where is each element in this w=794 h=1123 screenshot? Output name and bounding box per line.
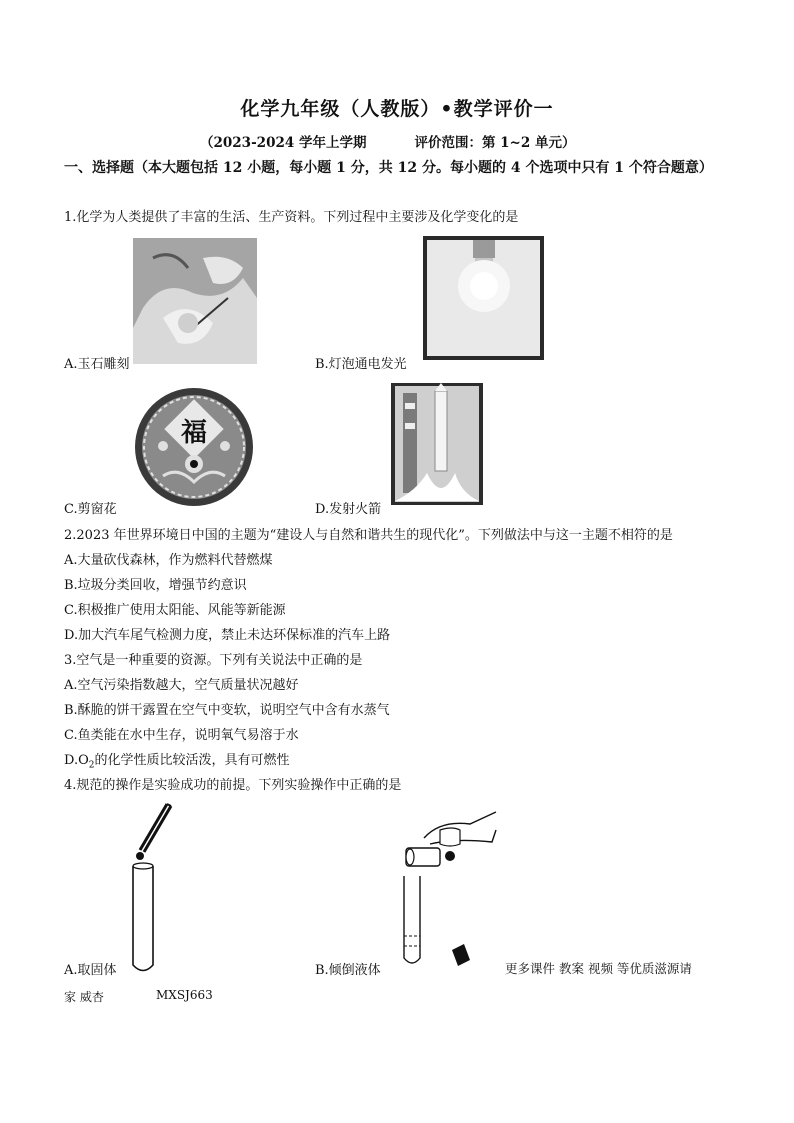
jade-carving-image bbox=[133, 238, 257, 364]
footer-ad: 更多课件 教案 视频 等优质滋源请 bbox=[505, 961, 692, 976]
question-2-stem: 2.2023 年世界环境日中国的主题为“建设人与自然和谐共生的现代化”。下列做法中与这一主题不相符的是 bbox=[64, 528, 673, 543]
q3-option-d: $D.O_2$的化学性质比较活泼，具有可燃性 bbox=[64, 753, 290, 771]
q1-option-c: C.剪窗花 bbox=[64, 502, 117, 517]
page-subtitle bbox=[200, 131, 575, 151]
page-title: 化学九年级（人教版）•教学评价一 bbox=[240, 98, 554, 120]
rocket-launch-image bbox=[391, 383, 483, 505]
subtitle-year: （2023-2024 学年上学期 bbox=[200, 135, 367, 151]
footer-ad-continued: 家 威杏 bbox=[64, 990, 104, 1004]
section-heading: 一、选择题（本大题包括 12 小题，每小题 1 分，共 12 分。每小题的 4 个选项中只有 1 个符合题意） bbox=[64, 160, 713, 176]
question-3-stem: 3.空气是一种重要的资源。下列有关说法中正确的是 bbox=[64, 653, 363, 668]
q3-option-c: C.鱼类能在水中生存，说明氧气易溶于水 bbox=[64, 728, 299, 743]
q1-option-a: A.玉石雕刻 bbox=[64, 357, 130, 372]
q3-option-a: A.空气污染指数越大，空气质量状况越好 bbox=[64, 678, 299, 693]
subtitle-scope: 评价范围：第 1~2 单元） bbox=[414, 135, 576, 151]
paper-cut-image bbox=[133, 386, 255, 508]
light-bulb-image bbox=[423, 236, 544, 360]
pour-liquid-image bbox=[400, 808, 504, 972]
q2-option-c: C.积极推广使用太阳能、风能等新能源 bbox=[64, 603, 286, 618]
question-1-stem: 1.化学为人类提供了丰富的生活、生产资料。下列过程中主要涉及化学变化的是 bbox=[64, 210, 519, 225]
question-4-stem: 4.规范的操作是实验成功的前提。下列实验操作中正确的是 bbox=[64, 778, 402, 793]
q4-option-b: B.倾倒液体 bbox=[315, 963, 381, 978]
q4-option-a: A.取固体 bbox=[64, 963, 117, 978]
fu-character: 福 bbox=[180, 418, 208, 448]
q2-option-a: A.大量砍伐森林，作为燃料代替燃煤 bbox=[64, 553, 273, 568]
q2-option-b: B.垃圾分类回收，增强节约意识 bbox=[64, 578, 247, 593]
q2-option-d: D.加大汽车尾气检测力度，禁止未达环保标准的汽车上路 bbox=[64, 628, 391, 643]
q1-option-b: B.灯泡通电发光 bbox=[315, 357, 407, 372]
q1-option-d: D.发射火箭 bbox=[315, 502, 382, 517]
take-solid-image bbox=[118, 800, 188, 980]
q3-option-b: B.酥脆的饼干露置在空气中变软，说明空气中含有水蒸气 bbox=[64, 703, 390, 718]
footer-code: MXSJ663 bbox=[156, 988, 213, 1002]
